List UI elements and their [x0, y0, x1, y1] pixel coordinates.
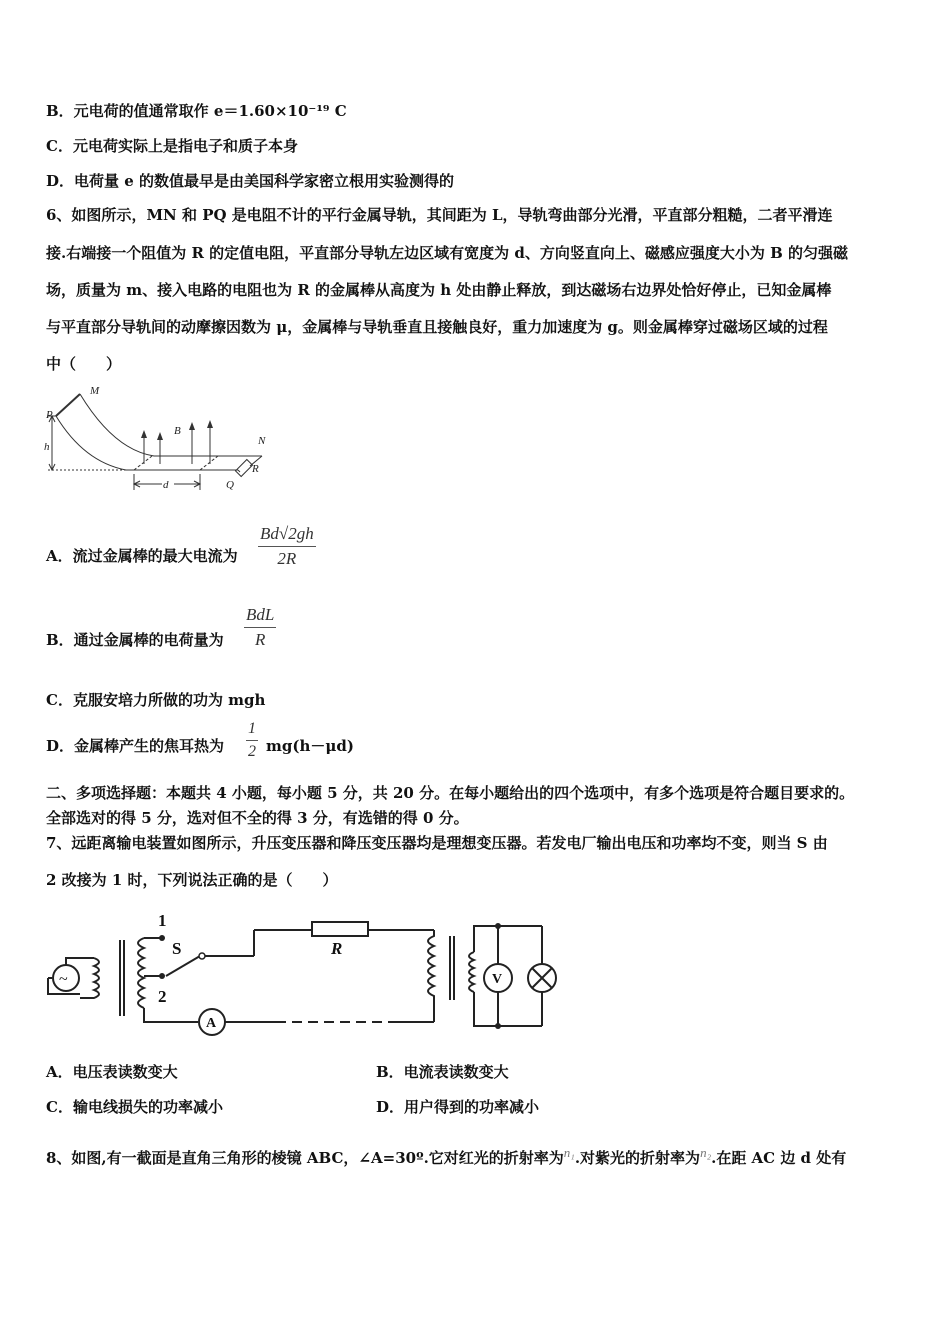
q6-label-r: R — [252, 463, 259, 475]
q6-option-a-denominator: 2R — [277, 549, 297, 568]
q7-stem-line-2: 2 改接为 1 时，下列说法正确的是（ ） — [46, 871, 338, 889]
q7-ammeter-label: A — [206, 1016, 217, 1031]
q6-option-b: B．通过金属棒的电荷量为 — [46, 631, 224, 649]
q6-label-q: Q — [226, 479, 234, 491]
q8-n1: n₁ — [563, 1145, 575, 1160]
q6-option-b-denominator: R — [254, 630, 266, 649]
q6-option-d-denominator: 2 — [248, 743, 256, 760]
q6-stem-line-3: 场，质量为 m、接入电路的电阻也为 R 的金属棒从高度为 h 处由静止释放，到达磁场右边界处恰好停止，已知金属棒 — [46, 281, 832, 299]
q7-option-d: D．用户得到的功率减小 — [376, 1098, 540, 1116]
q8-stem-part-2: .对紫光的折射率为 — [574, 1149, 701, 1167]
q6-option-b-fraction — [244, 605, 276, 650]
q6-option-b-numerator: BdL — [246, 605, 275, 624]
q6-stem-line-1: 6、如图所示，MN 和 PQ 是电阻不计的平行金属导轨，其间距为 L，导轨弯曲部分光滑，平直部分粗糙，二者平滑连 — [46, 206, 833, 224]
q6-option-a: A．流过金属棒的最大电流为 — [46, 547, 238, 565]
q6-stem-line-5: 中（ ） — [46, 355, 122, 373]
q8-stem-part-1: 8、如图,有一截面是直角三角形的棱镜 ABC，∠A=30º.它对红光的折射率为 — [46, 1149, 564, 1167]
q6-label-b: B — [174, 425, 181, 437]
q6-option-a-numerator: Bd√2gh — [260, 524, 314, 543]
q5-option-b: B．元电荷的值通常取作 e＝1.60×10⁻¹⁹ C — [46, 102, 347, 120]
q6-option-d-numerator: 1 — [248, 720, 256, 737]
q8-n2: n₂ — [700, 1145, 712, 1160]
q6-label-n: N — [258, 435, 266, 447]
section2-line-2: 全部选对的得 5 分，选对但不全的得 3 分，有选错的得 0 分。 — [46, 809, 469, 827]
q6-option-d-expression: mg(h－μd) — [266, 737, 354, 755]
q6-stem-line-4: 与平直部分导轨间的动摩擦因数为 μ，金属棒与导轨垂直且接触良好，重力加速度为 g。则金属棒穿过磁场区域的过程 — [46, 318, 828, 336]
q6-label-d: d — [163, 479, 169, 491]
q7-option-c: C．输电线损失的功率减小 — [46, 1098, 223, 1116]
q7-resistor-label: R — [331, 939, 343, 958]
q7-voltmeter-label: V — [492, 972, 503, 987]
q7-option-b: B．电流表读数变大 — [376, 1063, 509, 1081]
q6-option-d-fraction — [246, 720, 258, 761]
q7-circuit-figure — [44, 906, 564, 1040]
q7-stem-line-1: 7、远距离输电装置如图所示，升压变压器和降压变压器均是理想变压器。若发电厂输出电压和功率均不变，则当 S 由 — [46, 834, 828, 852]
section2-line-1: 二、多项选择题：本题共 4 小题，每小题 5 分，共 20 分。在每小题给出的四个选项中，有多个选项是符合题目要求的。 — [46, 784, 855, 802]
q6-option-a-fraction — [258, 524, 316, 569]
q5-option-c: C．元电荷实际上是指电子和质子本身 — [46, 137, 298, 155]
q6-label-h: h — [44, 441, 50, 453]
q7-switch-pos-2: 2 — [158, 987, 167, 1006]
q8-stem-part-3: .在距 AC 边 d 处有 — [711, 1149, 847, 1167]
q6-rail-figure — [44, 380, 274, 492]
q6-label-m: M — [90, 385, 100, 397]
q7-switch-label: S — [172, 939, 182, 958]
q6-stem-line-2: 接.右端接一个阻值为 R 的定值电阻，平直部分导轨左边区域有宽度为 d、方向竖直向上、磁感应强度大小为 B 的匀强磁 — [46, 244, 848, 262]
q7-switch-pos-1: 1 — [158, 911, 167, 930]
q6-option-d: D．金属棒产生的焦耳热为 — [46, 737, 225, 755]
q6-label-p: P — [46, 409, 53, 421]
q8-stem-line-1 — [46, 1143, 846, 1168]
q7-ac-source-symbol: ~ — [59, 971, 68, 988]
q6-option-c: C．克服安培力所做的功为 mgh — [46, 691, 266, 709]
q5-option-d: D．电荷量 e 的数值最早是由美国科学家密立根用实验测得的 — [46, 172, 454, 190]
q7-option-a: A．电压表读数变大 — [46, 1063, 178, 1081]
